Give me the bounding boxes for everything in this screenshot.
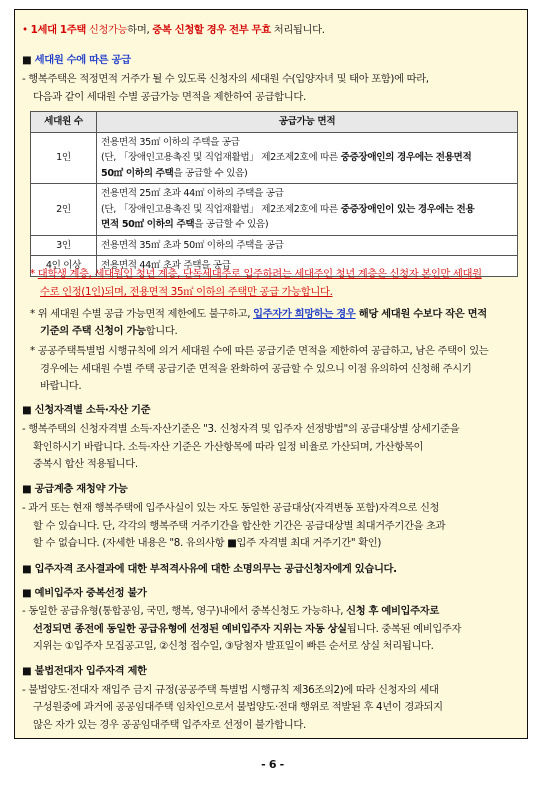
table-row: 1인 전용면적 35㎡ 이하의 주택을 공급 (단, 「장애인고용촉진 및 직업재활법」 제2조제2호에 따른 중증장애인의 경우에는 전용면적 50㎡ 이하의 주택을 공급할 수 있음) bbox=[31, 132, 518, 184]
intro-line: • 1세대 1주택 신청가능하며, 중복 신청할 경우 전부 무효 처리됩니다. bbox=[22, 24, 325, 36]
section-heading: ■ 공급계층 재청약 가능 bbox=[22, 483, 128, 495]
section-heading: ■ 예비입주자 중복선정 불가 bbox=[22, 587, 147, 599]
note-line: 바랍니다. bbox=[40, 380, 82, 392]
paragraph-line: - 과거 또는 현재 행복주택에 입주사실이 있는 자도 동일한 공급대상(자격변동 포함)자격으로 신청 bbox=[22, 502, 440, 514]
paragraph-line: 할 수 없습니다. (자세한 내용은 "8. 유의사항 ■입주 자격별 최대 거주기간" 확인) bbox=[33, 537, 381, 549]
paragraph-line: - 행복주택의 신청자격별 소득·자산기준은 "3. 신청자격 및 입주자 선정방법"의 공급대상별 상세기준을 bbox=[22, 423, 460, 435]
paragraph-line: 구성원중에 과거에 공공임대주택 임차인으로서 불법양도·전대 행위로 적발된 후 4년이 경과되지 bbox=[33, 701, 443, 713]
section-heading: ■ 불법전대자 입주자격 제한 bbox=[22, 665, 147, 677]
paragraph-line: - 불법양도·전대자 재입주 금지 규정(공공주택 특별법 시행규칙 제36조의2)에 따라 신청자의 세대 bbox=[22, 684, 439, 696]
note-line: * 대학생 계층, 세대원인 청년 계층, 단독세대주로 입주하려는 세대주인 청년 계층은 신청자 본인만 세대원 bbox=[30, 268, 482, 280]
note-line: 기준의 주택 신청이 가능합니다. bbox=[40, 325, 178, 337]
table-row: 3인 전용면적 35㎡ 초과 50㎡ 이하의 주택을 공급 bbox=[31, 235, 518, 256]
page-number: - 6 - bbox=[261, 758, 284, 771]
table-row: 2인 전용면적 25㎡ 초과 44㎡ 이하의 주택을 공급 (단, 「장애인고용촉진 및 직업재활법」 제2조제2호에 따른 중증장애인이 있는 경우에는 전용 면적 50㎡ 이하의 주택을 공급할 수 있음) bbox=[31, 184, 518, 236]
paragraph-line: 할 수 있습니다. 단, 각각의 행복주택 거주기간을 합산한 기간은 공급대상별 최대거주기간을 초과 bbox=[33, 520, 446, 532]
area-table bbox=[30, 111, 518, 277]
paragraph-line: 다음과 같이 세대원 수별 공급가능 면적을 제한하여 공급합니다. bbox=[33, 91, 306, 103]
paragraph-line: - 행복주택은 적정면적 거주가 될 수 있도록 신청자의 세대원 수(입양자녀 및 태아 포함)에 따라, bbox=[22, 73, 429, 85]
paragraph-line: 확인하시기 바랍니다. 소득·자산 기준은 가산항목에 따라 일정 비율로 가산되며, 가산항목이 bbox=[33, 441, 424, 453]
paragraph-line: 않은 자가 있는 경우 공공임대주택 입주자로 선정이 불가합니다. bbox=[33, 719, 306, 731]
intro-highlight-1: 1세대 1주택 bbox=[30, 24, 86, 36]
note-line: * 위 세대원 수별 공급 가능면적 제한에도 불구하고, 입주자가 희망하는 경우 해당 세대원 수보다 작은 면적 bbox=[30, 308, 487, 320]
table-header: 공급가능 면적 bbox=[97, 112, 518, 133]
paragraph-line: 선정되면 종전에 동일한 공급유형에 선정된 예비입주자 지위는 자동 상실됩니다. 중복된 예비입주자 bbox=[33, 623, 462, 635]
paragraph-line: 지위는 ①입주자 모집공고일, ②신청 접수일, ③당첨자 발표일이 빠른 순서로 상실 처리됩니다. bbox=[33, 640, 434, 652]
note-line: 경우에는 세대원 수별 주택 공급기준 면적을 완화하여 공급할 수 있으니 이점 유의하여 신청해 주시기 bbox=[40, 363, 472, 375]
table-header: 세대원 수 bbox=[31, 112, 97, 133]
note-line: * 공공주택특별법 시행규칙에 의거 세대원 수에 따른 공급기준 면적을 제한하여 공급하고, 남은 주택이 있는 bbox=[30, 345, 489, 357]
intro-highlight-2: 중복 신청할 경우 전부 무효 bbox=[152, 24, 271, 36]
section-heading: ■ 신청자격별 소득·자산 기준 bbox=[22, 404, 151, 416]
note-line: 수로 인정(1인)되며, 전용면적 35㎡ 이하의 주택만 공급 가능합니다. bbox=[40, 286, 333, 298]
section-heading: ■ 입주자격 조사결과에 대한 부적격사유에 대한 소명의무는 공급신청자에게 있습니다. bbox=[22, 563, 397, 575]
paragraph-line: 중복시 합산 적용됩니다. bbox=[33, 458, 138, 470]
section-heading: ■ 세대원 수에 따른 공급 bbox=[22, 54, 131, 66]
paragraph-line: - 동일한 공급유형(통합공임, 국민, 행복, 영구)내에서 중복신청도 가능하나, 신청 후 예비입주자로 bbox=[22, 605, 439, 617]
table-row: 4인 이상 전용면적 44㎡ 초과 주택을 공급 bbox=[31, 256, 518, 277]
